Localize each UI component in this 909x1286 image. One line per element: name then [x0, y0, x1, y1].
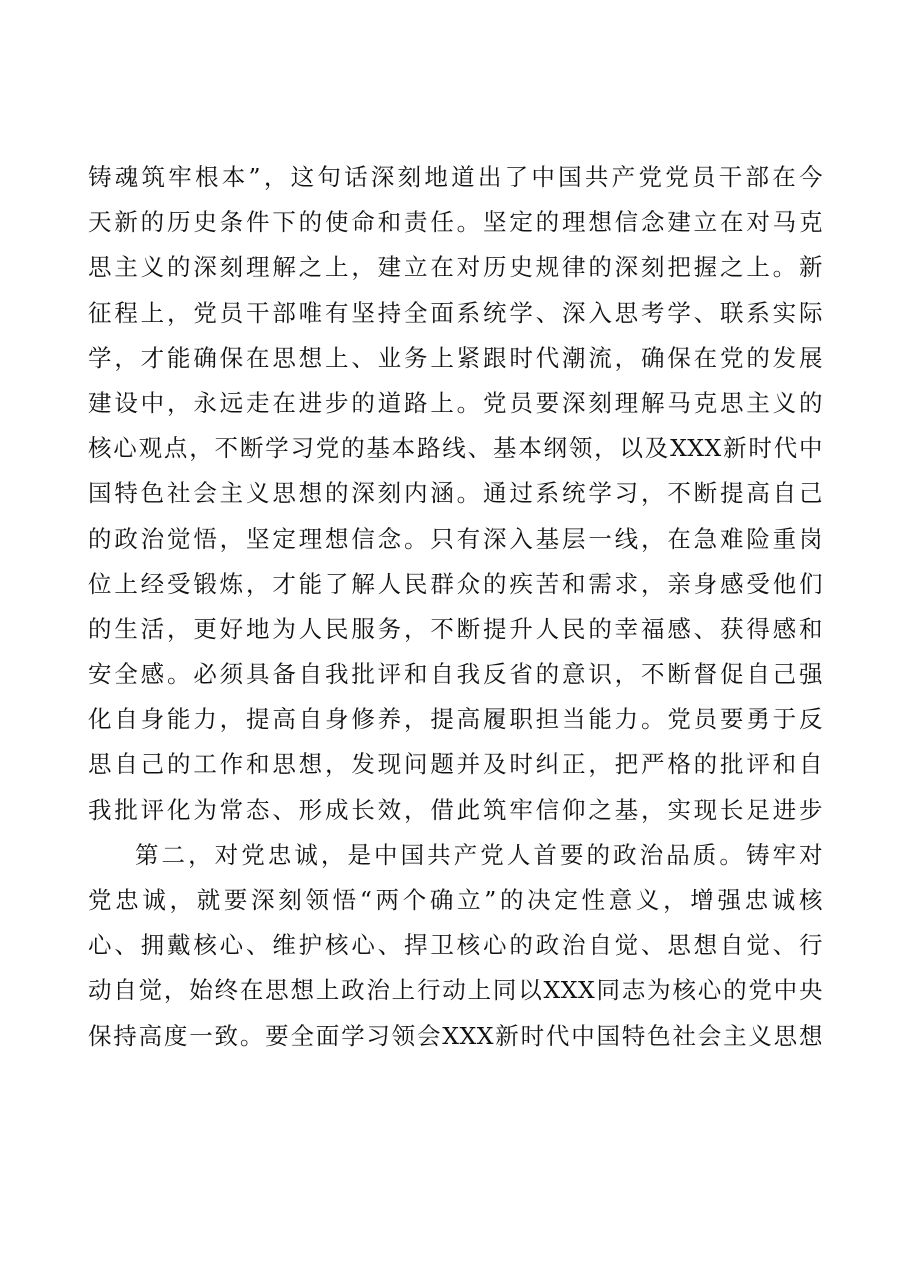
text-line: 国特色社会主义思想的深刻内涵。通过系统学习，不断提高自己: [88, 479, 823, 508]
text-line: 位上经受锻炼，才能了解人民群众的疾苦和需求，亲身感受他们: [88, 569, 823, 598]
text-line: 思自己的工作和思想，发现问题并及时纠正，把严格的批评和自: [88, 750, 823, 779]
text-line: 思主义的深刻理解之上，建立在对历史规律的深刻把握之上。新: [88, 253, 823, 282]
paragraph-start-line: 第二，对党忠诚，是中国共产党人首要的政治品质。铸牢对: [135, 840, 823, 869]
text-line: 建设中，永远走在进步的道路上。党员要深刻理解马克思主义的: [88, 388, 823, 417]
text-line: 我批评化为常态、形成长效，借此筑牢信仰之基，实现长足进步: [88, 795, 823, 824]
text-line: 的生活，更好地为人民服务，不断提升人民的幸福感、获得感和: [88, 614, 823, 643]
text-line: 天新的历史条件下的使命和责任。坚定的理想信念建立在对马克: [88, 208, 823, 237]
text-line: 心、拥戴核心、维护核心、捍卫核心的政治自觉、思想自觉、行: [88, 931, 823, 960]
text-line: 保持高度一致。要全面学习领会XXX新时代中国特色社会主义思想: [88, 1021, 823, 1050]
text-line: 安全感。必须具备自我批评和自我反省的意识，不断督促自己强: [88, 660, 823, 689]
text-line: 化自身能力，提高自身修养，提高履职担当能力。党员要勇于反: [88, 705, 823, 734]
body-text: [88, 155, 823, 1059]
text-line: 核心观点，不断学习党的基本路线、基本纲领，以及XXX新时代中: [88, 434, 823, 463]
text-line: 征程上，党员干部唯有坚持全面系统学、深入思考学、联系实际: [88, 298, 823, 327]
text-line: 党忠诚，就要深刻领悟“两个确立”的决定性意义，增强忠诚核: [88, 886, 823, 914]
text-line: 的政治觉悟，坚定理想信念。只有深入基层一线，在急难险重岗: [88, 524, 823, 553]
text-line: 学，才能确保在思想上、业务上紧跟时代潮流，确保在党的发展: [88, 343, 823, 372]
text-line: 动自觉，始终在思想上政治上行动上同以XXX同志为核心的党中央: [88, 976, 823, 1005]
text-line: 铸魂筑牢根本”，这句话深刻地道出了中国共产党党员干部在今: [88, 163, 823, 191]
